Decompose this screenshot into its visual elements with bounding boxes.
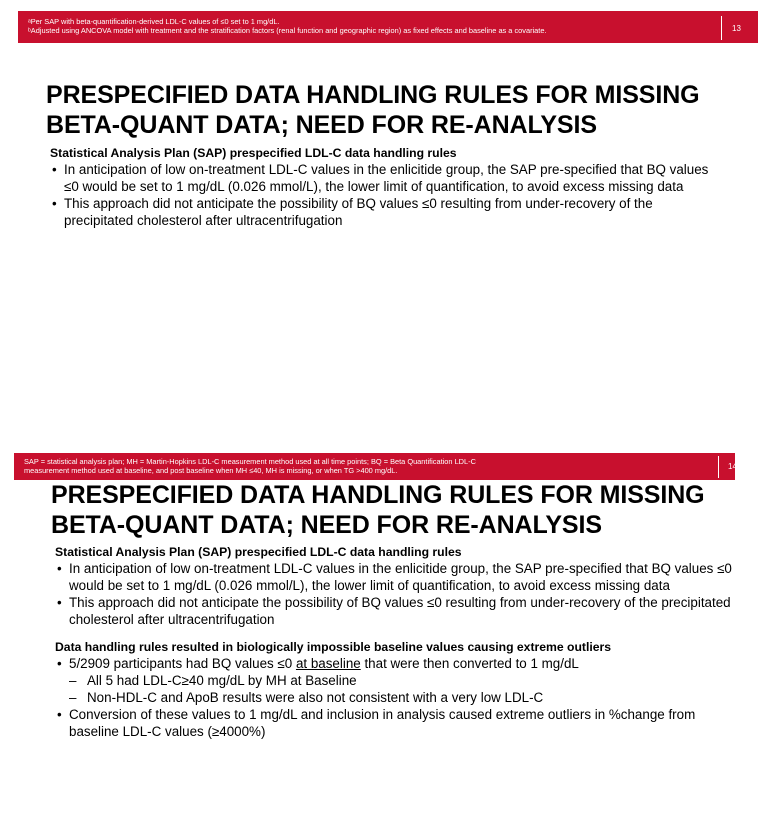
slide2-section2-heading: Data handling rules resulted in biologically impossible baseline values causing extreme outliers xyxy=(55,640,612,654)
slide2-s2-subbullet-2: – Non-HDL-C and ApoB results were also not consistent with a very low LDL-C xyxy=(69,689,737,706)
slide1-content xyxy=(50,146,722,229)
slide1-bullet-1: • In anticipation of low on-treatment LDL-C values in the enlicitide group, the SAP pre-specified that BQ values ≤0 would be set to 1 mg/dL (0.026 mmol/L), the lower limit of quantification, to avoid excess missing data xyxy=(50,161,722,195)
slide2-s2-subbullet-1: – All 5 had LDL-C≥40 mg/dL by MH at Baseline xyxy=(69,672,737,689)
slide2-content xyxy=(55,545,737,740)
slide2-title xyxy=(51,480,705,540)
slide2-title-line2: BETA-QUANT DATA; NEED FOR RE-ANALYSIS xyxy=(51,511,602,539)
slide2-footnote-line1: SAP = statistical analysis plan; MH = Martin-Hopkins LDL-C measurement method used at all time points; BQ = Beta Quantification LDL-C xyxy=(24,457,476,466)
s2-bullet1-underlined: at baseline xyxy=(295,656,361,671)
slide2-footnote-line2: measurement method used at baseline, and post baseline when MH ≤40, MH is missing, or when TG >400 mg/dL. xyxy=(24,466,398,475)
slide1-title-line2: BETA-QUANT DATA; NEED FOR RE-ANALYSIS xyxy=(46,111,597,139)
slide2-section2-bullets xyxy=(55,655,737,740)
slide1-footnote-bar xyxy=(18,11,758,43)
slide2-s1-bullet-1: • In anticipation of low on-treatment LDL-C values in the enlicitide group, the SAP pre-specified that BQ values ≤0 would be set to 1 mg/dL (0.026 mmol/L), the lower limit of quantification, to avoid excess missing data xyxy=(55,560,737,594)
slide2-footnote-bar xyxy=(14,453,735,480)
slide2-section1-bullets xyxy=(55,560,737,628)
slide1-page-number: 13 xyxy=(732,24,741,33)
slide1-title-line1: PRESPECIFIED DATA HANDLING RULES FOR MISSING xyxy=(46,81,700,109)
slide2-page-number: 14 xyxy=(728,462,737,471)
slide2-s2-subbullets xyxy=(69,672,737,706)
s2-bullet1-text-after: that were then converted to 1 mg/dL xyxy=(360,656,579,671)
slide2-s1-bullet-2: • This approach did not anticipate the possibility of BQ values ≤0 resulting from under-recovery of the precipitated cholesterol after ultracentrifugation xyxy=(55,594,737,628)
slide2-s2-bullet-1 xyxy=(55,655,737,706)
slide2-title-line1: PRESPECIFIED DATA HANDLING RULES FOR MISSING xyxy=(51,481,705,509)
slide1-footnote-a: ᵃPer SAP with beta-quantification-derived LDL-C values of ≤0 set to 1 mg/dL. xyxy=(28,17,280,26)
slide2-section1-heading: Statistical Analysis Plan (SAP) prespecified LDL-C data handling rules xyxy=(55,545,462,559)
slide1-bullet-2: • This approach did not anticipate the possibility of BQ values ≤0 resulting from under-recovery of the precipitated cholesterol after ultracentrifugation xyxy=(50,195,722,229)
slide2-page-divider xyxy=(718,456,719,478)
slide1-footnote-b: ᵇAdjusted using ANCOVA model with treatment and the stratification factors (renal function and geographic region) as fixed effects and baseline as a covariate. xyxy=(28,26,547,35)
slide2-s2-bullet-2: • Conversion of these values to 1 mg/dL and inclusion in analysis caused extreme outliers in %change from baseline LDL-C values (≥4000%) xyxy=(55,706,737,740)
s2-bullet1-text-before: 5/2909 participants had BQ values ≤0 xyxy=(69,656,296,671)
slide1-title xyxy=(46,80,700,140)
slide1-page-divider xyxy=(721,16,722,40)
slide1-bullet-list xyxy=(50,161,722,229)
slide1-section-heading: Statistical Analysis Plan (SAP) prespecified LDL-C data handling rules xyxy=(50,146,457,160)
